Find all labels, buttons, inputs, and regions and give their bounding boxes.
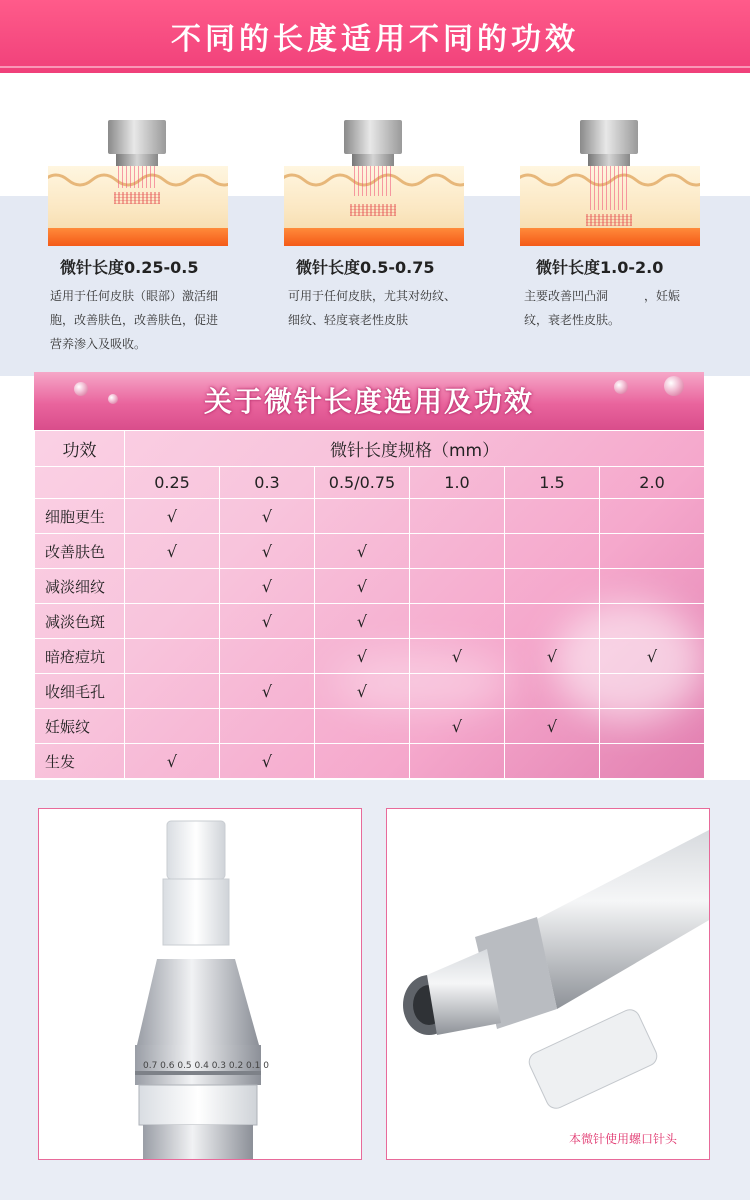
table-row <box>35 569 705 604</box>
empty-cell <box>220 709 315 744</box>
table-column-row <box>35 467 705 499</box>
effect-header: 功效 <box>35 431 125 467</box>
check-mark-cell: √ <box>315 534 410 569</box>
pen-head <box>344 120 402 154</box>
empty-cell <box>410 499 505 534</box>
pen-neck <box>116 154 158 166</box>
empty-cell <box>410 674 505 709</box>
page-title: 不同的长度适用不同的功效 <box>171 22 579 57</box>
table-header-row <box>35 431 705 467</box>
check-mark-cell: √ <box>410 709 505 744</box>
needle-length-table-card <box>34 372 704 778</box>
check-mark-cell: √ <box>315 569 410 604</box>
effect-label: 收细毛孔 <box>35 674 125 709</box>
microneedle-pen-side-image <box>387 809 710 1160</box>
header-banner <box>0 0 750 73</box>
empty-cell <box>505 744 600 779</box>
treatment-zone <box>350 204 396 216</box>
table-title-bar <box>34 372 704 430</box>
effect-label: 改善肤色 <box>35 534 125 569</box>
empty-cell <box>600 744 705 779</box>
empty-cell <box>600 674 705 709</box>
treatment-zone <box>586 214 632 226</box>
needle-depth-diagram-3 <box>520 120 700 248</box>
dermis-layer <box>48 228 228 246</box>
diagram-1-heading: 微针长度0.25-0.5 <box>60 258 199 277</box>
spec-header: 微针长度规格（mm） <box>125 431 705 467</box>
empty-cell <box>600 604 705 639</box>
effect-label: 生发 <box>35 744 125 779</box>
empty-cell <box>220 639 315 674</box>
pen-neck <box>352 154 394 166</box>
dermis-layer <box>284 228 464 246</box>
column-header: 0.25 <box>125 467 220 499</box>
check-mark-cell: √ <box>410 639 505 674</box>
product-photo-side <box>386 808 710 1160</box>
effect-label: 妊娠纹 <box>35 709 125 744</box>
check-mark-cell: √ <box>125 499 220 534</box>
pen-head <box>108 120 166 154</box>
empty-cell <box>505 674 600 709</box>
check-mark-cell: √ <box>220 744 315 779</box>
diagram-2-heading: 微针长度0.5-0.75 <box>296 258 435 277</box>
column-header: 0.3 <box>220 467 315 499</box>
check-mark-cell: √ <box>505 639 600 674</box>
empty-cell <box>125 709 220 744</box>
needle-length-table <box>34 430 704 778</box>
product-photo-front <box>38 808 362 1160</box>
needle-depth-diagram-2 <box>284 120 464 248</box>
check-mark-cell: √ <box>220 499 315 534</box>
banner-divider <box>0 66 750 68</box>
empty-cell <box>125 639 220 674</box>
effect-label: 暗疮痘坑 <box>35 639 125 674</box>
needle-depth-diagram-1 <box>48 120 228 248</box>
check-mark-cell: √ <box>315 604 410 639</box>
empty-cell <box>315 709 410 744</box>
empty-cell <box>410 744 505 779</box>
empty-cell <box>505 604 600 639</box>
table-title: 关于微针长度选用及功效 <box>203 385 534 418</box>
check-mark-cell: √ <box>220 674 315 709</box>
check-mark-cell: √ <box>220 569 315 604</box>
table-row <box>35 604 705 639</box>
empty-cell <box>600 569 705 604</box>
table-row <box>35 709 705 744</box>
empty-header-cell <box>35 467 125 499</box>
diagram-1-description: 适用于任何皮肤（眼部）激活细胞，改善肤色，改善肤色，促进营养渗入及吸收。 <box>50 289 219 351</box>
effect-label: 细胞更生 <box>35 499 125 534</box>
empty-cell <box>315 499 410 534</box>
empty-cell <box>600 709 705 744</box>
empty-cell <box>505 534 600 569</box>
check-mark-cell: √ <box>125 534 220 569</box>
column-header: 1.0 <box>410 467 505 499</box>
photo-caption: 本微针使用螺口针头 <box>568 1132 677 1146</box>
empty-cell <box>600 499 705 534</box>
needle-penetration <box>590 166 628 210</box>
diagram-2-description: 可用于任何皮肤，尤其对幼纹、细纹、轻度衰老性皮肤 <box>288 289 457 327</box>
effect-label: 减淡色斑 <box>35 604 125 639</box>
check-mark-cell: √ <box>220 534 315 569</box>
empty-cell <box>125 569 220 604</box>
table-row <box>35 674 705 709</box>
table-row <box>35 499 705 534</box>
table-row <box>35 639 705 674</box>
effect-label: 减淡细纹 <box>35 569 125 604</box>
empty-cell <box>505 499 600 534</box>
column-header: 2.0 <box>600 467 705 499</box>
column-header: 1.5 <box>505 467 600 499</box>
empty-cell <box>410 534 505 569</box>
empty-cell <box>315 744 410 779</box>
table-body <box>35 499 705 779</box>
empty-cell <box>505 569 600 604</box>
check-mark-cell: √ <box>220 604 315 639</box>
empty-cell <box>125 674 220 709</box>
column-header: 0.5/0.75 <box>315 467 410 499</box>
check-mark-cell: √ <box>505 709 600 744</box>
treatment-zone <box>114 192 160 204</box>
dermis-layer <box>520 228 700 246</box>
empty-cell <box>410 604 505 639</box>
empty-cell <box>125 604 220 639</box>
table-row <box>35 744 705 779</box>
check-mark-cell: √ <box>315 674 410 709</box>
empty-cell <box>410 569 505 604</box>
check-mark-cell: √ <box>315 639 410 674</box>
diagram-3-heading: 微针长度1.0-2.0 <box>536 258 664 277</box>
microneedle-pen-front-image <box>39 809 362 1160</box>
table-row <box>35 534 705 569</box>
needle-penetration <box>118 166 156 188</box>
pen-neck <box>588 154 630 166</box>
pen-head <box>580 120 638 154</box>
empty-cell <box>600 534 705 569</box>
needle-penetration <box>354 166 392 196</box>
depth-scale-label: 0.7 0.6 0.5 0.4 0.3 0.2 0.1 0 <box>143 1061 269 1071</box>
check-mark-cell: √ <box>600 639 705 674</box>
diagram-3-description: 主要改善凹凸洞 ，妊娠纹，衰老性皮肤。 <box>524 289 681 327</box>
check-mark-cell: √ <box>125 744 220 779</box>
